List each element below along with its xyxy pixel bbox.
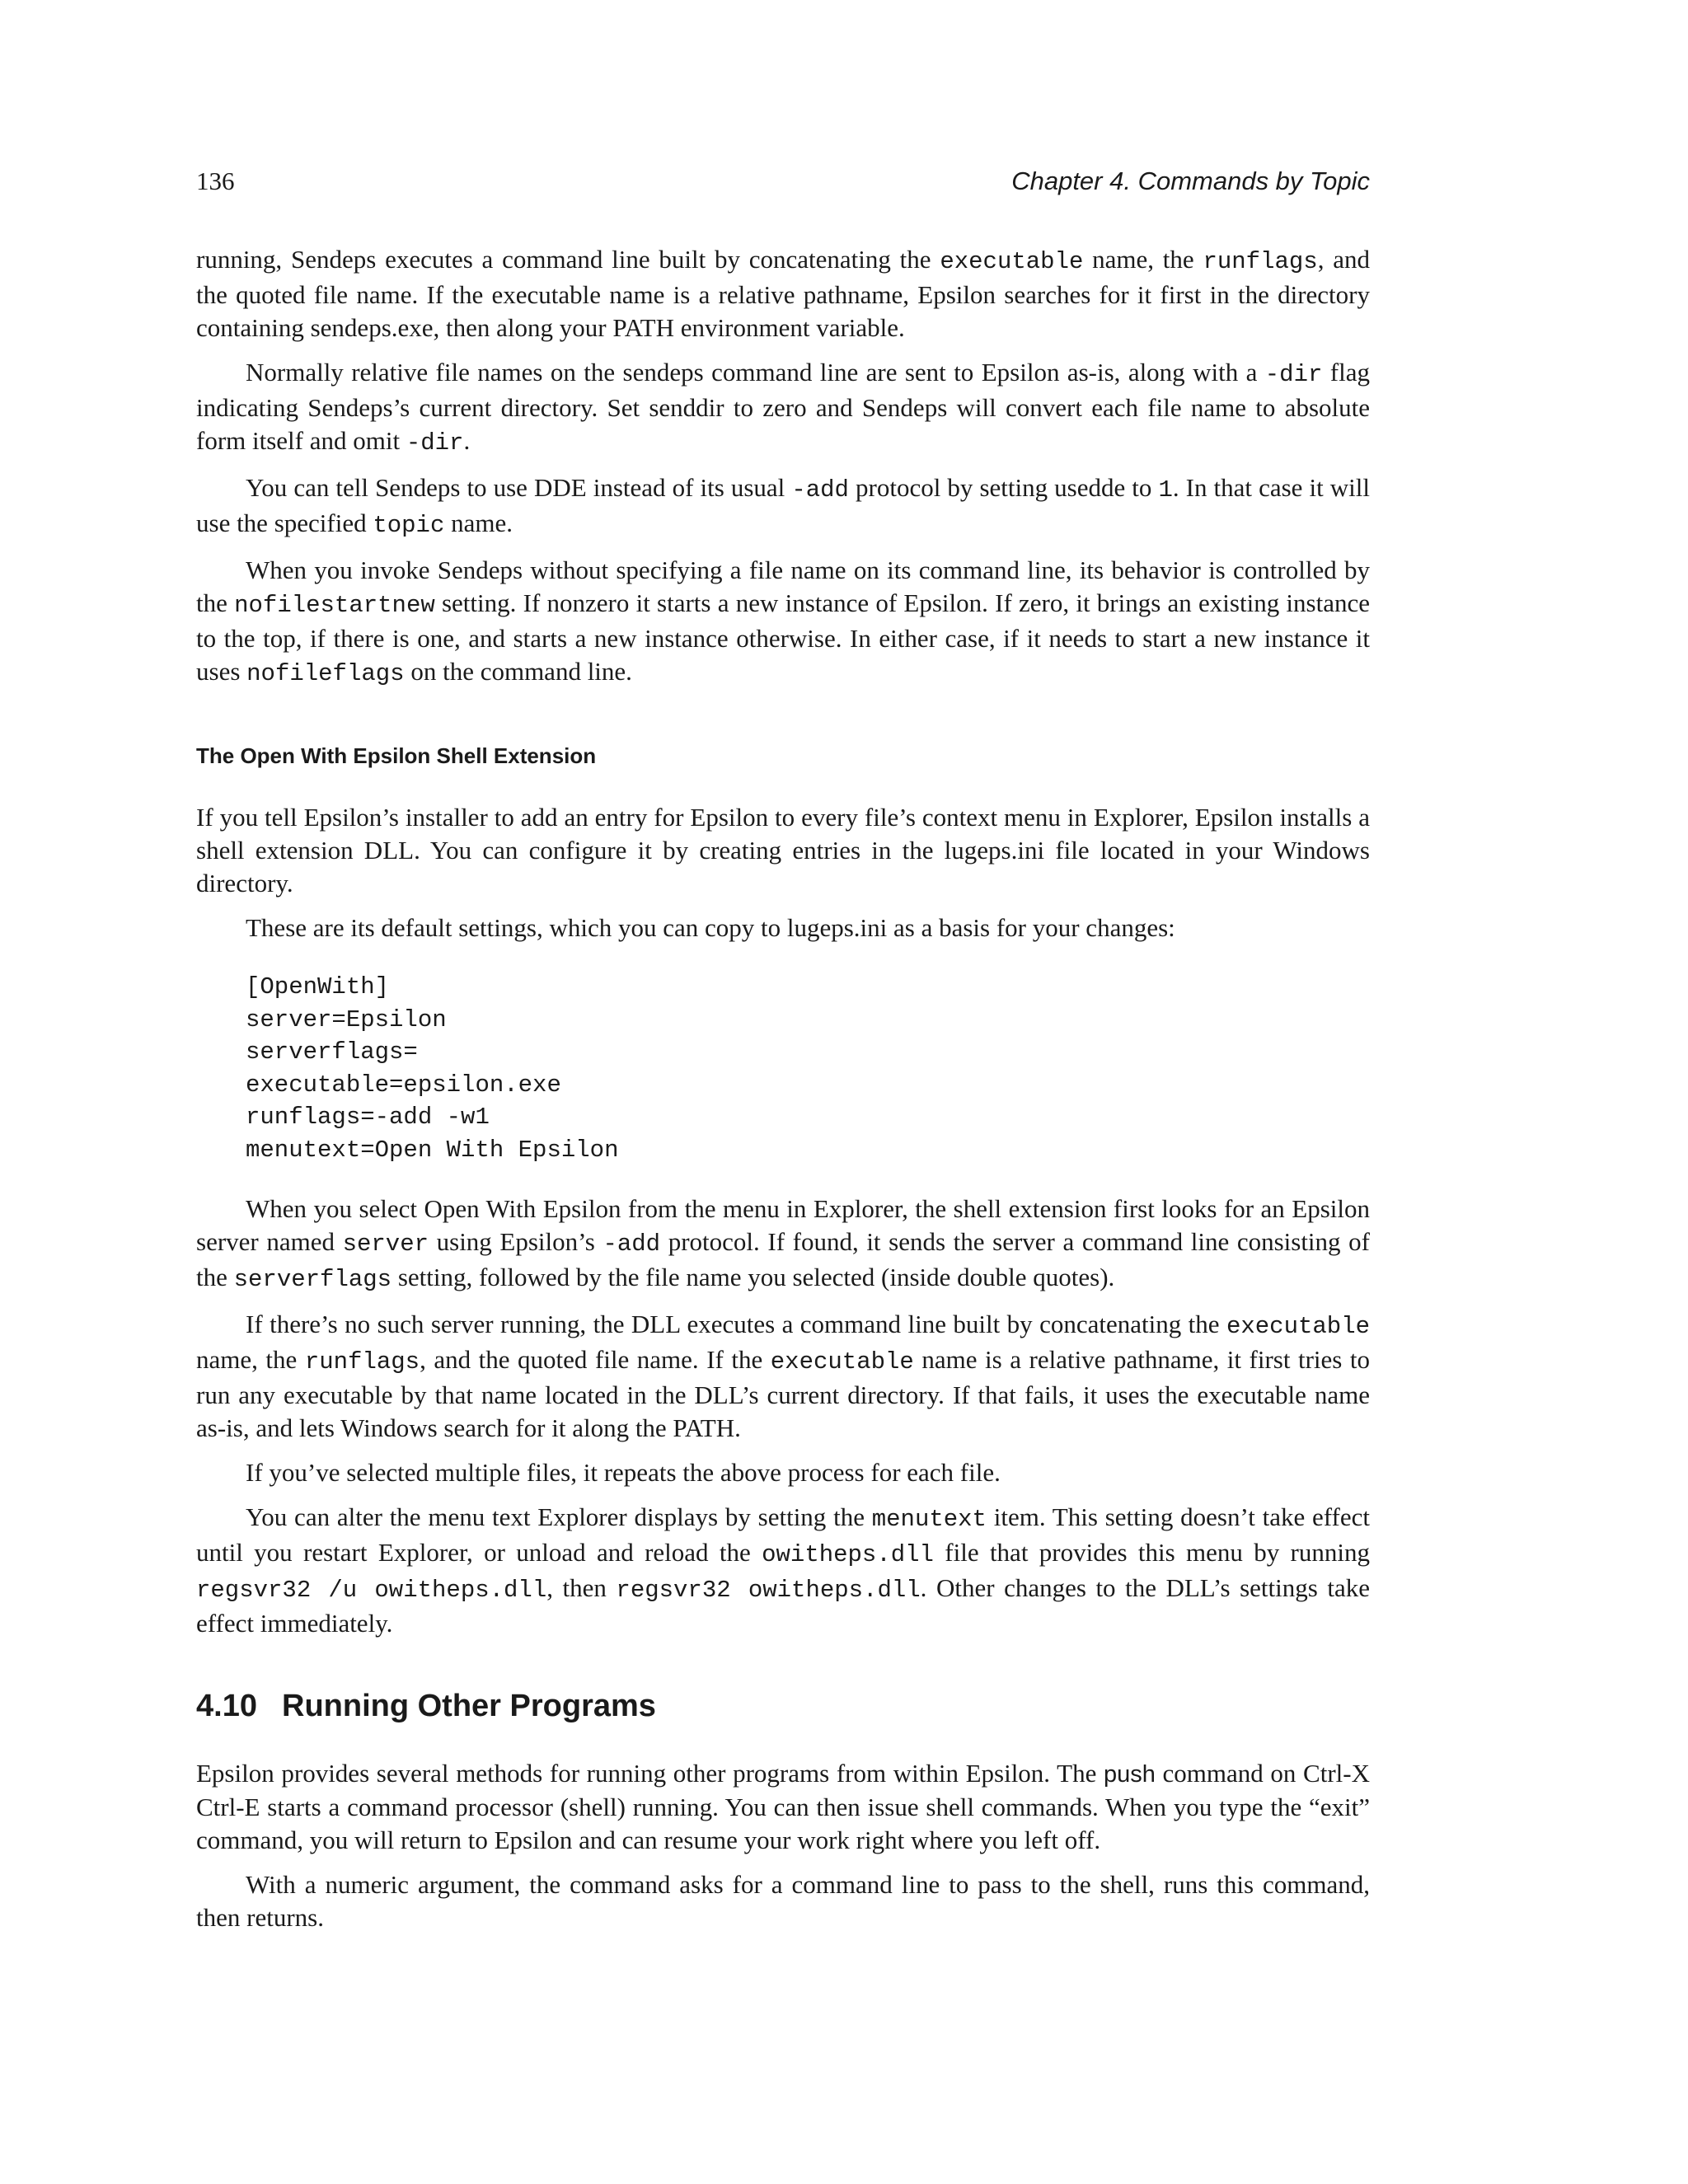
- section-heading: [196, 1688, 1370, 1724]
- paragraph-dde: You can tell Sendeps to use DDE instead of its usual -add protocol by setting usedde to 1. In that case it will use the specified topic name.: [196, 473, 1370, 539]
- paragraph-sendeps-running: running, Sendeps executes a command line built by concatenating the executable name, the runflags, and the quoted file name. If the executable name is a relative pathname, Epsilon searches for it first in the directory containing sendeps.exe, then along your PATH environment variable.: [196, 245, 1370, 342]
- page-number: 136: [196, 166, 235, 195]
- code-line: [OpenWith]: [246, 973, 390, 1001]
- paragraph-numeric-argument: With a numeric argument, the command asks for a command line to pass to the shell, runs this command, then returns.: [196, 1870, 1370, 1932]
- paragraph-default-settings: These are its default settings, which you can copy to lugeps.ini as a basis for your changes:: [246, 913, 1175, 942]
- subsection-heading: The Open With Epsilon Shell Extension: [196, 743, 597, 768]
- paragraph-running-programs: Epsilon provides several methods for running other programs from within Epsilon. The push command on Ctrl-X Ctrl-E starts a command processor (shell) running. You can then issue shell commands. When you type the “exit” command, you will return to Epsilon and can resume your work right where you left off.: [196, 1759, 1370, 1854]
- paragraph-menu-text: You can alter the menu text Explorer displays by setting the menutext item. This setting doesn’t take effect until you restart Explorer, or unload and reload the owitheps.dll file that provides this menu by running regsvr32 /u owitheps.dll, then regsvr32 owitheps.dll. Other changes to the DLL’s settings take effect immediately.: [196, 1502, 1370, 1638]
- code-line: serverflags=: [246, 1038, 418, 1066]
- paragraph-no-file: When you invoke Sendeps without specifying a file name on its command line, its behavior is controlled by the nofilestartnew setting. If nonzero it starts a new instance of Epsilon. If zero, it brings an existing instance to the top, if there is one, and starts a new instance otherwise. In either case, if it needs to start a new instance it uses nofileflags on the command line.: [196, 555, 1370, 687]
- paragraph-no-server: If there’s no such server running, the DLL executes a command line built by concatenating the executable name, the runflags, and the quoted file name. If the executable name is a relative pathname, it first tries to run any executable by that name located in the DLL’s current directory. If that fails, it uses the executable name as-is, and lets Windows search for it along the PATH.: [196, 1310, 1370, 1442]
- code-line: server=Epsilon: [246, 1005, 447, 1033]
- section-title: Running Other Programs: [282, 1689, 656, 1723]
- chapter-title: Chapter 4. Commands by Topic: [1011, 166, 1370, 195]
- code-line: runflags=-add -w1: [246, 1104, 490, 1131]
- code-line: executable=epsilon.exe: [246, 1071, 561, 1099]
- section-number: 4.10: [196, 1689, 257, 1723]
- running-header: [196, 165, 1370, 198]
- paragraph-relative-names: Normally relative file names on the sendeps command line are sent to Epsilon as-is, along with a -dir flag indicating Sendeps’s current directory. Set senddir to zero and Sendeps will convert each file name to absolute form itself and omit -dir.: [196, 358, 1370, 457]
- ini-code-block: [246, 971, 1370, 1166]
- paragraph-multiple-files: If you’ve selected multiple files, it repeats the above process for each file.: [246, 1458, 1001, 1487]
- code-line: menutext=Open With Epsilon: [246, 1136, 619, 1164]
- paragraph-open-with: When you select Open With Epsilon from the menu in Explorer, the shell extension first looks for an Epsilon server named server using Epsilon’s -add protocol. If found, it sends the server a command line consisting of the serverflags setting, followed by the file name you selected (inside double quotes).: [196, 1194, 1370, 1293]
- paragraph-shell-extension: If you tell Epsilon’s installer to add an entry for Epsilon to every file’s context menu in Explorer, Epsilon installs a shell extension DLL. You can configure it by creating entries in the lugeps.ini file located in your Windows directory.: [196, 803, 1370, 898]
- document-page: [196, 165, 1370, 1946]
